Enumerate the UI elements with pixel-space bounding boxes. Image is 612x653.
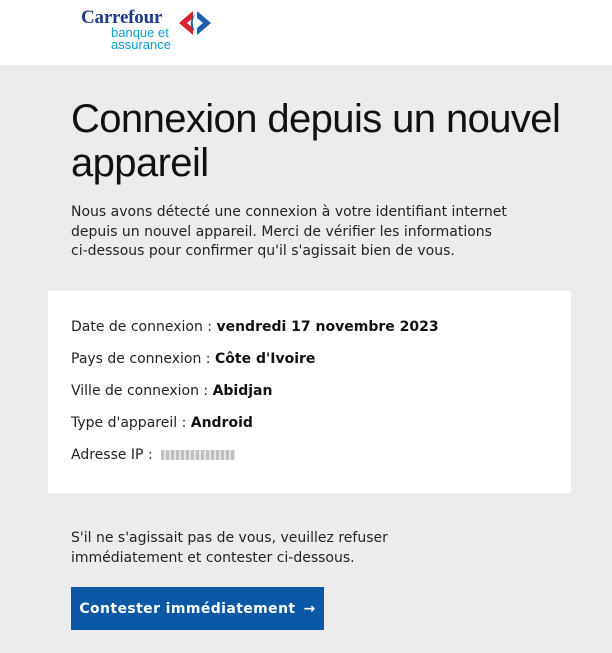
detail-value: Android xyxy=(190,415,253,431)
carrefour-logo[interactable] xyxy=(81,8,215,52)
detail-row-country xyxy=(71,351,315,367)
footer-text: S'il ne s'agissait pas de vous, veuillez refuser immédiatement et contester ci-dessous. xyxy=(71,530,388,566)
connection-details-card xyxy=(48,291,571,493)
logo-subtitle-line1: banque et xyxy=(111,25,169,40)
detail-value: Abidjan xyxy=(212,383,273,399)
contest-button[interactable] xyxy=(71,587,324,630)
contest-button-label: Contester immédiatement xyxy=(79,600,296,617)
ip-address-redacted xyxy=(161,450,235,460)
carrefour-logo-icon xyxy=(175,9,215,37)
page-title: Connexion depuis un nouvel appareil xyxy=(71,97,561,185)
detail-value: Côte d'Ivoire xyxy=(214,351,316,367)
detail-label: Adresse IP : xyxy=(71,447,158,463)
detail-row-device xyxy=(71,415,253,431)
email-header xyxy=(0,0,612,65)
logo-brand-name: Carrefour xyxy=(81,7,163,28)
detail-row-ip xyxy=(71,447,235,463)
detail-label: Pays de connexion : xyxy=(71,351,215,367)
detail-row-date xyxy=(71,319,439,335)
detail-label: Date de connexion : xyxy=(71,319,217,335)
logo-subtitle-line2: assurance xyxy=(111,37,171,53)
detail-row-city xyxy=(71,383,272,399)
detail-label: Ville de connexion : xyxy=(71,383,213,399)
arrow-right-icon: → xyxy=(303,600,316,617)
detail-label: Type d'appareil : xyxy=(71,415,191,431)
intro-text: Nous avons détecté une connexion à votre identifiant internet depuis un nouvel appareil. Merci de vérifier les informations ci-dessous pour confirmer qu'il s'agissait bien de vous. xyxy=(71,204,507,259)
detail-value: vendredi 17 novembre 2023 xyxy=(216,319,439,335)
logo-wordmark xyxy=(81,8,171,52)
